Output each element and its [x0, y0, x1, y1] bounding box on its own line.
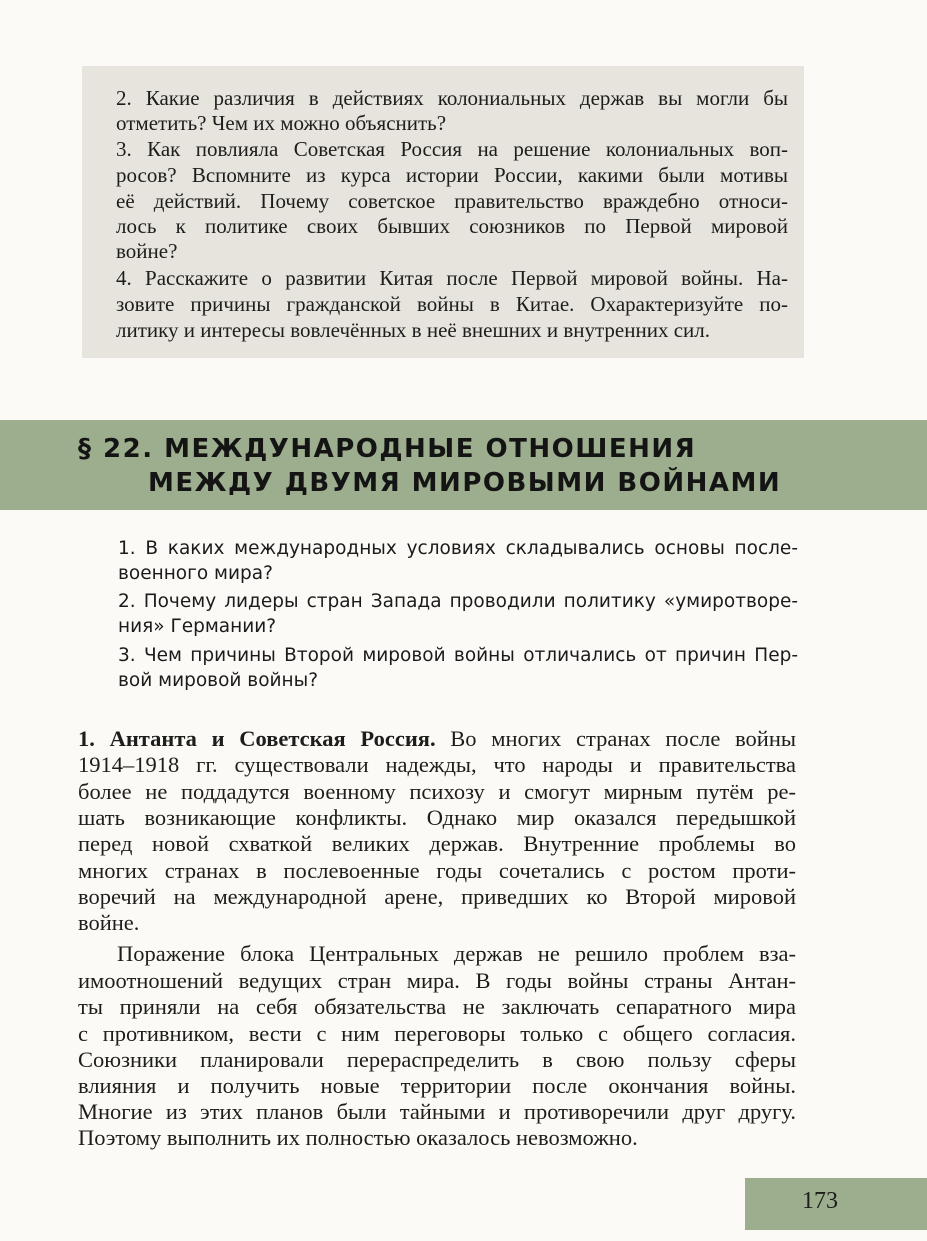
body-line-first	[78, 726, 796, 752]
section-title-line-2: МЕЖДУ ДВУМЯ МИРОВЫМИ ВОЙНАМИ	[148, 468, 782, 498]
body-line: перед новой схваткой великих держав. Внутренние проблемы во	[78, 831, 796, 856]
body-line: ты приняли на себя обязательства не заключать сепаратного мира	[78, 994, 796, 1019]
body-line: воречий на международной арене, приведших ко Второй мировой	[78, 884, 796, 909]
body-line: с противником, вести с ним переговоры только с общего согласия.	[78, 1021, 796, 1046]
body-line: Поражение блока Центральных держав не решило проблем вза-	[117, 941, 796, 966]
preview-question-line: ния» Германии?	[118, 616, 277, 637]
review-question-line: росов? Вспомните из курса истории России, какими были мотивы	[116, 163, 788, 187]
page-number: 173	[802, 1188, 838, 1214]
body-line: имоотношений ведущих стран мира. В годы войны страны Антан-	[78, 968, 796, 993]
review-question-line: зовите причины гражданской войны в Китае. Охарактеризуйте по-	[116, 292, 788, 316]
subsection-heading: 1. Антанта и Советская Россия.	[78, 726, 436, 751]
body-line: Многие из этих планов были тайными и противоречили друг другу.	[78, 1099, 796, 1124]
body-line: многих странах в послевоенные годы сочетались с ростом проти-	[78, 858, 796, 883]
review-question-line: 4. Расскажите о развитии Китая после Первой мировой войны. На-	[116, 266, 788, 290]
review-question-line: отметить? Чем их можно объяснить?	[116, 111, 447, 135]
review-question-line: её действий. Почему советское правительство враждебно относи-	[116, 189, 788, 213]
review-question-line: войне?	[116, 239, 178, 263]
body-line: шать возникающие конфликты. Однако мир оказался передышкой	[78, 805, 796, 830]
body-line: 1914–1918 гг. существовали надежды, что народы и правительства	[78, 752, 796, 777]
body-line: войне.	[78, 910, 140, 935]
review-question-line: 3. Как повлияла Советская Россия на решение колониальных воп-	[116, 137, 788, 161]
body-line: Союзники планировали перераспределить в свою пользу сферы	[78, 1047, 796, 1072]
body-line: влияния и получить новые территории после окончания войны.	[78, 1073, 796, 1098]
preview-question-line: 3. Чем причины Второй мировой войны отличались от причин Пер-	[118, 645, 798, 666]
body-line: Поэтому выполнить их полностью оказалось невозможно.	[78, 1125, 638, 1150]
section-title-line-1: § 22. МЕЖДУНАРОДНЫЕ ОТНОШЕНИЯ	[78, 434, 697, 464]
preview-question-line: военного мира?	[118, 563, 273, 584]
review-question-line: 2. Какие различия в действиях колониальных держав вы могли бы	[116, 86, 788, 110]
body-line: более не поддадутся военному психозу и смогут мирным путём ре-	[78, 779, 796, 804]
preview-question-line: 1. В каких международных условиях складывались основы после-	[118, 538, 798, 559]
review-question-line: лось к политике своих бывших союзников по Первой мировой	[116, 214, 788, 238]
body-text: Во многих странах после войны	[435, 726, 796, 751]
preview-question-line: 2. Почему лидеры стран Запада проводили политику «умиротворе-	[118, 591, 798, 612]
review-question-line: литику и интересы вовлечённых в неё внешних и внутренних сил.	[116, 318, 710, 342]
preview-question-line: вой мировой войны?	[118, 670, 319, 691]
